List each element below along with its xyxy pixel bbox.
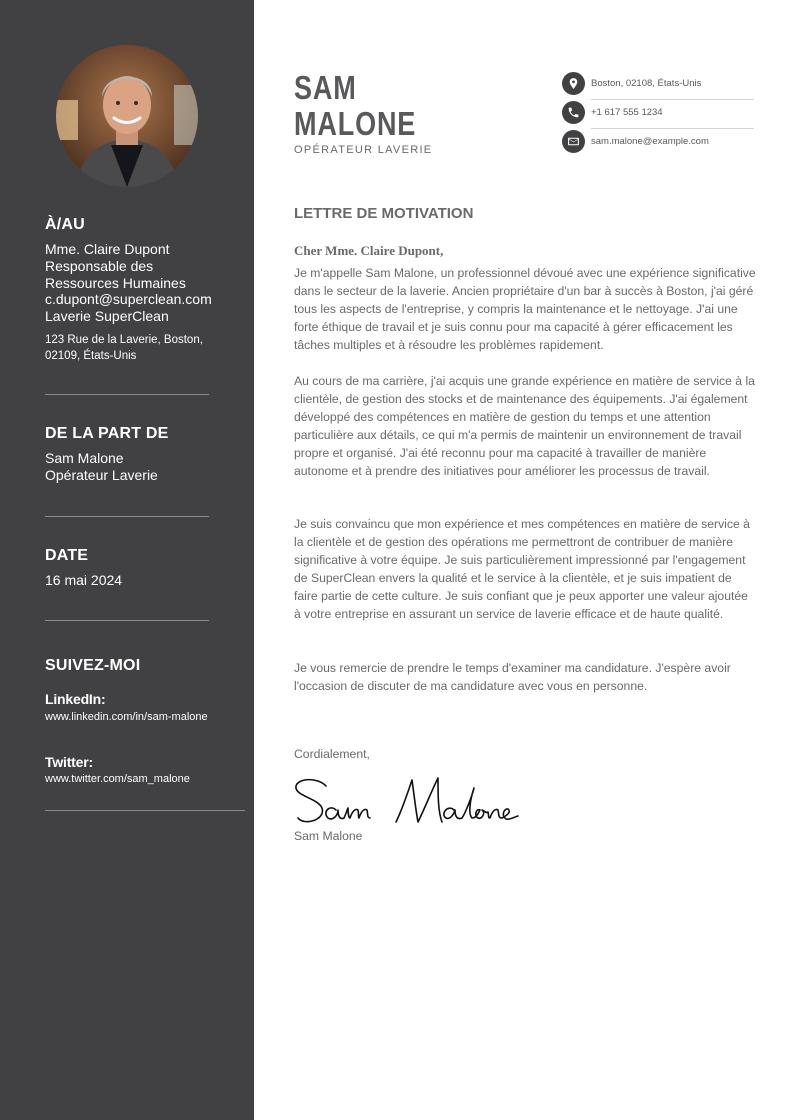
sidebar [0, 0, 254, 1120]
letter-heading: LETTRE DE MOTIVATION [294, 205, 474, 222]
letter-paragraph: Au cours de ma carrière, j'ai acquis une grande expérience en matière de service à la clientèle, de gestion des stocks et de maintenance des équipements. J'ai également développé des compétences en matière de gestion du temps et une attention particulière aux détails, ce qui m'a permis de maintenir un environnement de travail propre et organisé. J'ai été reconnu pour ma capacité à travailler de manière autonome et à prendre des initiatives pour améliorer les processus de travail. [294, 374, 755, 478]
divider [45, 516, 209, 517]
last-name: MALONE [294, 105, 417, 142]
salutation: Cher Mme. Claire Dupont, [294, 243, 444, 258]
to-section-title: À/AU [45, 216, 85, 233]
divider [45, 620, 209, 621]
applicant-name [294, 70, 416, 142]
recipient-name: Mme. Claire Dupont [45, 241, 170, 257]
linkedin-link[interactable]: www.linkedin.com/in/sam-malone [45, 711, 208, 723]
twitter-label: Twitter: [45, 754, 93, 770]
contact-email[interactable]: sam.malone@example.com [591, 136, 709, 147]
contact-email-row [562, 130, 754, 158]
recipient-position: Responsable des Ressources Humaines [45, 258, 186, 291]
location-pin-icon [562, 72, 585, 95]
phone-icon [562, 101, 585, 124]
contact-address: Boston, 02108, États-Unis [591, 78, 702, 89]
divider [45, 394, 209, 395]
recipient-address: 123 Rue de la Laverie, Boston, 02109, États-Unis [45, 334, 203, 362]
sender-name: Sam Malone [45, 450, 124, 466]
letter-date: 16 mai 2024 [45, 572, 123, 588]
profile-photo [56, 45, 198, 187]
first-name: SAM [294, 69, 357, 106]
linkedin-label: LinkedIn: [45, 691, 106, 707]
social-section-title: SUIVEZ-MOI [45, 657, 141, 674]
applicant-role: OPÉRATEUR LAVERIE [294, 144, 433, 156]
sender-position: Opérateur Laverie [45, 467, 158, 483]
letter-paragraph: Je vous remercie de prendre le temps d'examiner ma candidature. J'espère avoir l'occasion de discuter de ma candidature avec vous en personne. [294, 661, 731, 693]
date-section-title: DATE [45, 547, 89, 564]
signed-name: Sam Malone [294, 829, 363, 843]
letter-paragraph: Je m'appelle Sam Malone, un professionnel dévoué avec une expérience significative dans le secteur de la laverie. Ancien propriétaire d'un bar à succès à Boston, j'ai géré tous les aspects de l'entreprise, y compris la maintenance et le nettoyage. J'ai une forte éthique de travail et je suis connu pour ma capacité à gérer efficacement les tâches multiples et à résoudre les problèmes rapidement. [294, 266, 756, 352]
divider [45, 810, 245, 811]
letter-paragraph: Je suis convaincu que mon expérience et mes compétences en matière de service à la clientèle et de gestion des opérations me permettront de contribuer de manière significative à votre équipe. Je suis particulièrement impressionné par l'engagement de SuperClean envers la qualité et le service à la clientèle, et je suis impatient de faire partie de cette culture. Je suis confiant que je peux apporter une valeur ajoutée à votre entreprise en assurant un service de laverie efficace et de haute qualité. [294, 517, 750, 621]
recipient-company: Laverie SuperClean [45, 308, 169, 324]
signature-image [292, 772, 520, 835]
mail-icon [562, 130, 585, 153]
twitter-link[interactable]: www.twitter.com/sam_malone [45, 773, 190, 785]
divider [591, 99, 754, 100]
from-section-title: DE LA PART DE [45, 425, 169, 442]
closing: Cordialement, [294, 747, 370, 761]
contact-address-row [562, 72, 754, 100]
divider [591, 128, 754, 129]
recipient-email[interactable]: c.dupont@superclean.com [45, 291, 212, 307]
contact-phone-row [562, 101, 754, 129]
contact-phone[interactable]: +1 617 555 1234 [591, 107, 663, 118]
